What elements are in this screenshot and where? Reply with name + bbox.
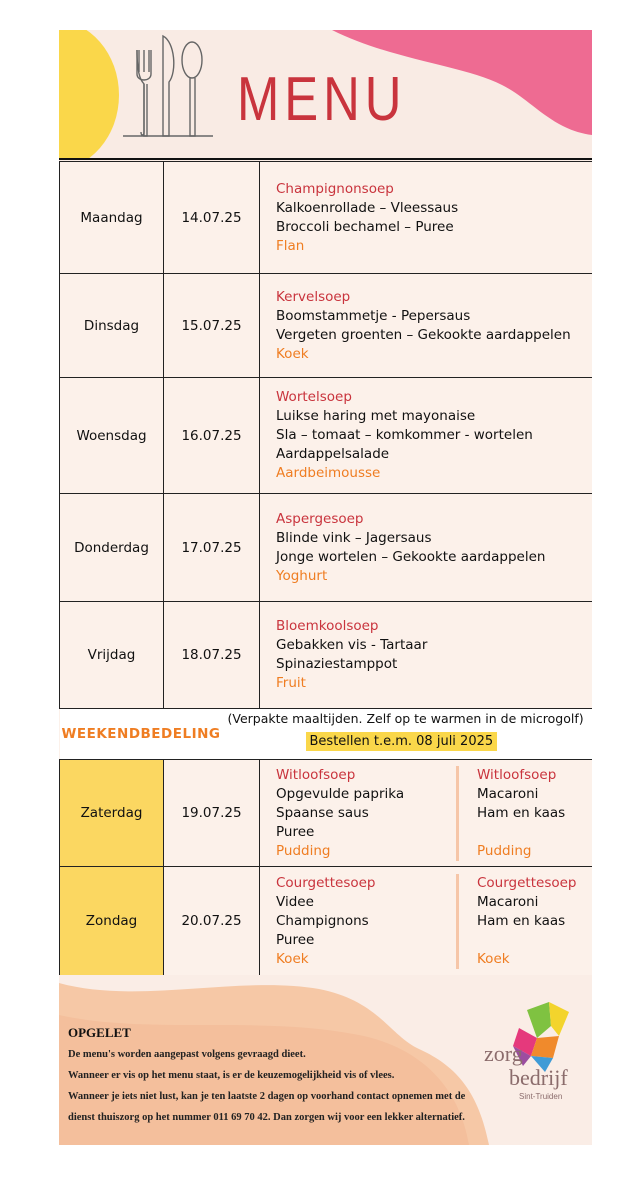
weekend-note: (Verpakte maaltijden. Zelf op te warmen in de microgolf) bbox=[227, 711, 584, 726]
dessert-label: Fruit bbox=[276, 675, 306, 691]
cutlery-icon bbox=[117, 32, 217, 152]
dessert-label: Pudding bbox=[477, 842, 532, 859]
table-row bbox=[60, 760, 593, 867]
weekend-header-cell bbox=[60, 709, 593, 760]
date-label: 14.07.25 bbox=[164, 162, 260, 274]
option-b bbox=[477, 874, 577, 969]
day-label: Donderdag bbox=[60, 494, 164, 602]
header-divider bbox=[59, 158, 592, 160]
soup-label: Witloofsoep bbox=[276, 766, 356, 783]
dessert-label: Koek bbox=[276, 345, 309, 362]
main-dish: Blinde vink – Jagersaus bbox=[276, 529, 432, 546]
weekend-title: WEEKENDBEDELING bbox=[61, 726, 221, 742]
dessert-label: Aardbeimousse bbox=[276, 465, 381, 481]
main-dish: Opgevulde paprika bbox=[276, 785, 405, 802]
notice-line: dienst thuiszorg op het nummer 011 69 70 42. Dan zorgen wij voor een lekker alternatief. bbox=[68, 1112, 465, 1123]
main-dish: Macaroni bbox=[477, 893, 539, 910]
soup-label: Witloofsoep bbox=[477, 766, 557, 783]
notice-line: De menu's worden aangepast volgens gevraagd dieet. bbox=[68, 1049, 306, 1060]
option-divider bbox=[456, 766, 459, 861]
main-dish: Ham en kaas bbox=[477, 912, 566, 929]
soup-label: Aspergesoep bbox=[276, 510, 364, 527]
table-row bbox=[60, 162, 593, 274]
main-dish: Luikse haring met mayonaise bbox=[276, 408, 476, 424]
weekend-header-row bbox=[60, 709, 593, 760]
table-row bbox=[60, 602, 593, 709]
main-dish: Broccoli bechamel – Puree bbox=[276, 218, 454, 235]
logo-word-bedrijf: bedrijf bbox=[509, 1065, 568, 1090]
footer bbox=[59, 975, 592, 1145]
dish-cell bbox=[260, 602, 593, 709]
day-label: Zondag bbox=[60, 867, 164, 976]
date-label: 16.07.25 bbox=[164, 378, 260, 494]
table-row bbox=[60, 867, 593, 976]
dessert-label: Yoghurt bbox=[276, 567, 328, 584]
logo-subtitle: Sint-Truiden bbox=[519, 1092, 563, 1101]
dessert-label: Flan bbox=[276, 237, 305, 254]
main-dish: Puree bbox=[276, 931, 315, 948]
date-label: 15.07.25 bbox=[164, 274, 260, 378]
soup-label: Courgettesoep bbox=[276, 874, 376, 891]
soup-label: Courgettesoep bbox=[477, 874, 577, 891]
dish-cell bbox=[260, 162, 593, 274]
notice-heading: OPGELET bbox=[68, 1025, 131, 1040]
date-label: 19.07.25 bbox=[164, 760, 260, 867]
dessert-label: Koek bbox=[276, 950, 309, 967]
dish-cell bbox=[260, 760, 593, 867]
dessert-label: Pudding bbox=[276, 842, 331, 859]
main-dish: Spaanse saus bbox=[276, 804, 369, 821]
yellow-blob-decoration bbox=[59, 30, 119, 160]
main-dish: Puree bbox=[276, 823, 315, 840]
day-label: Maandag bbox=[60, 162, 164, 274]
main-dish: Videe bbox=[276, 893, 314, 910]
header bbox=[59, 30, 592, 160]
soup-label: Champignonsoep bbox=[276, 180, 394, 197]
table-row bbox=[60, 378, 593, 494]
date-label: 17.07.25 bbox=[164, 494, 260, 602]
table-row bbox=[60, 494, 593, 602]
main-dish: Sla – tomaat – komkommer - wortelen bbox=[276, 427, 533, 443]
main-dish: Boomstammetje - Pepersaus bbox=[276, 307, 471, 324]
main-dish: Gebakken vis - Tartaar bbox=[276, 637, 428, 653]
logo-word-zorg: zorg bbox=[484, 1041, 523, 1066]
day-label: Dinsdag bbox=[60, 274, 164, 378]
main-dish: Spinaziestamppot bbox=[276, 656, 398, 672]
soup-label: Bloemkoolsoep bbox=[276, 618, 379, 634]
dish-cell bbox=[260, 274, 593, 378]
date-label: 20.07.25 bbox=[164, 867, 260, 976]
notice-line: Wanneer je iets niet lust, kan je ten laatste 2 dagen op voorhand contact opnemen met de bbox=[68, 1091, 466, 1102]
main-dish: Ham en kaas bbox=[477, 804, 566, 821]
option-a bbox=[276, 766, 456, 861]
notice-line: Wanneer er vis op het menu staat, is er de keuzemogelijkheid vis of vlees. bbox=[68, 1070, 395, 1081]
main-dish: Aardappelsalade bbox=[276, 446, 390, 462]
dish-cell bbox=[260, 378, 593, 494]
option-divider bbox=[456, 874, 459, 969]
menu-table bbox=[59, 161, 592, 976]
menu-sheet bbox=[59, 30, 592, 1145]
dish-cell bbox=[260, 867, 593, 976]
day-label: Woensdag bbox=[60, 378, 164, 494]
option-b bbox=[477, 766, 565, 861]
main-dish: Macaroni bbox=[477, 785, 539, 802]
dessert-label: Koek bbox=[477, 950, 510, 967]
main-dish: Champignons bbox=[276, 912, 369, 929]
dish-cell bbox=[260, 494, 593, 602]
main-dish: Jonge wortelen – Gekookte aardappelen bbox=[276, 548, 546, 565]
soup-label: Kervelsoep bbox=[276, 288, 351, 305]
soup-label: Wortelsoep bbox=[276, 389, 352, 405]
page-title: MENU bbox=[237, 65, 407, 134]
date-label: 18.07.25 bbox=[164, 602, 260, 709]
order-deadline-badge: Bestellen t.e.m. 08 juli 2025 bbox=[306, 732, 498, 751]
day-label: Zaterdag bbox=[60, 760, 164, 867]
option-a bbox=[276, 874, 456, 969]
main-dish: Kalkoenrollade – Vleessaus bbox=[276, 199, 459, 216]
main-dish: Vergeten groenten – Gekookte aardappelen bbox=[276, 326, 571, 343]
table-row bbox=[60, 274, 593, 378]
day-label: Vrijdag bbox=[60, 602, 164, 709]
